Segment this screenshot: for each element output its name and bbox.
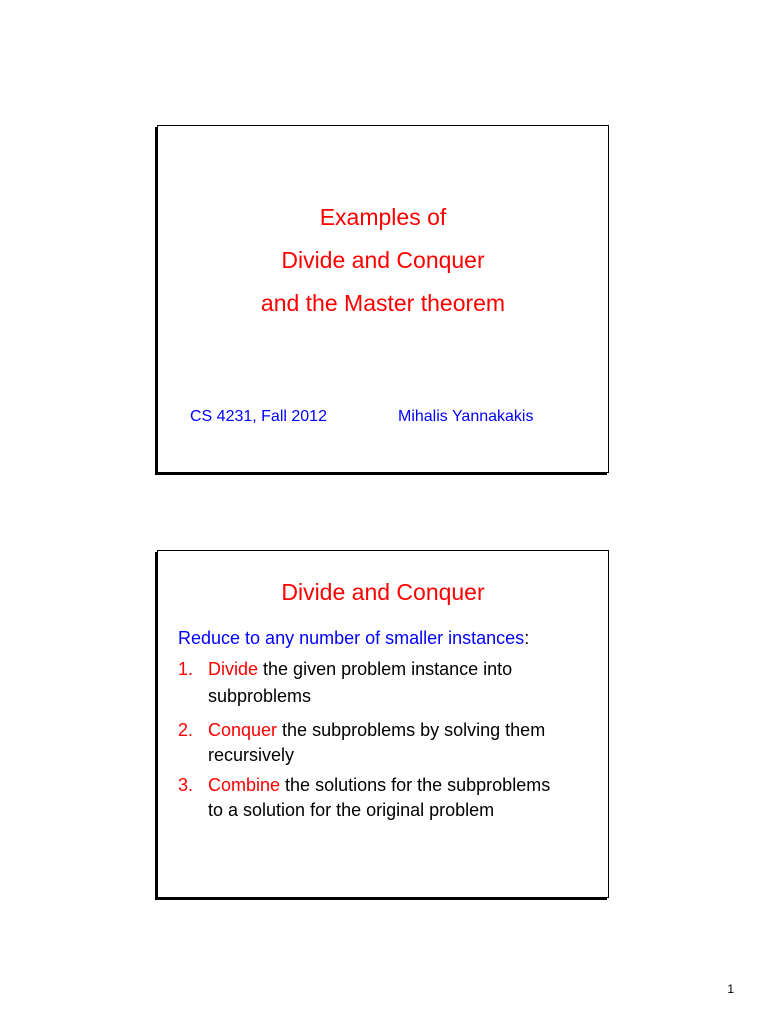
item-keyword: Divide: [208, 659, 259, 679]
page-number: 1: [727, 982, 734, 996]
item-continuation: to a solution for the original problem: [208, 800, 495, 820]
intro-colon: :: [524, 628, 530, 648]
item-continuation: recursively: [208, 745, 295, 765]
item-text: the given problem instance into: [258, 659, 513, 679]
slide-title-line-2: Divide and Conquer: [281, 247, 485, 273]
list-item: [178, 773, 550, 823]
item-text: the solutions for the subproblems: [280, 775, 551, 795]
item-number: 3.: [178, 775, 194, 795]
divide-and-conquer-slide: [157, 550, 609, 898]
title-slide: [157, 125, 609, 473]
list-item: [178, 718, 545, 768]
item-number: 2.: [178, 720, 194, 740]
item-keyword: Combine: [208, 775, 281, 795]
slide-title-line-1: Examples of: [319, 204, 447, 230]
slide-title: Divide and Conquer: [281, 579, 485, 605]
intro-label: Reduce to any number of smaller instances: [178, 628, 525, 648]
author-name: Mihalis Yannakakis: [398, 408, 534, 425]
item-keyword: Conquer: [208, 720, 278, 740]
item-text: the subproblems by solving them: [277, 720, 546, 740]
list-item: [178, 657, 512, 709]
slide-title-line-3: and the Master theorem: [260, 290, 506, 316]
item-number: 1.: [178, 659, 194, 679]
course-label: CS 4231, Fall 2012: [190, 408, 327, 425]
item-continuation: subproblems: [208, 686, 312, 706]
intro-text: [178, 628, 529, 649]
